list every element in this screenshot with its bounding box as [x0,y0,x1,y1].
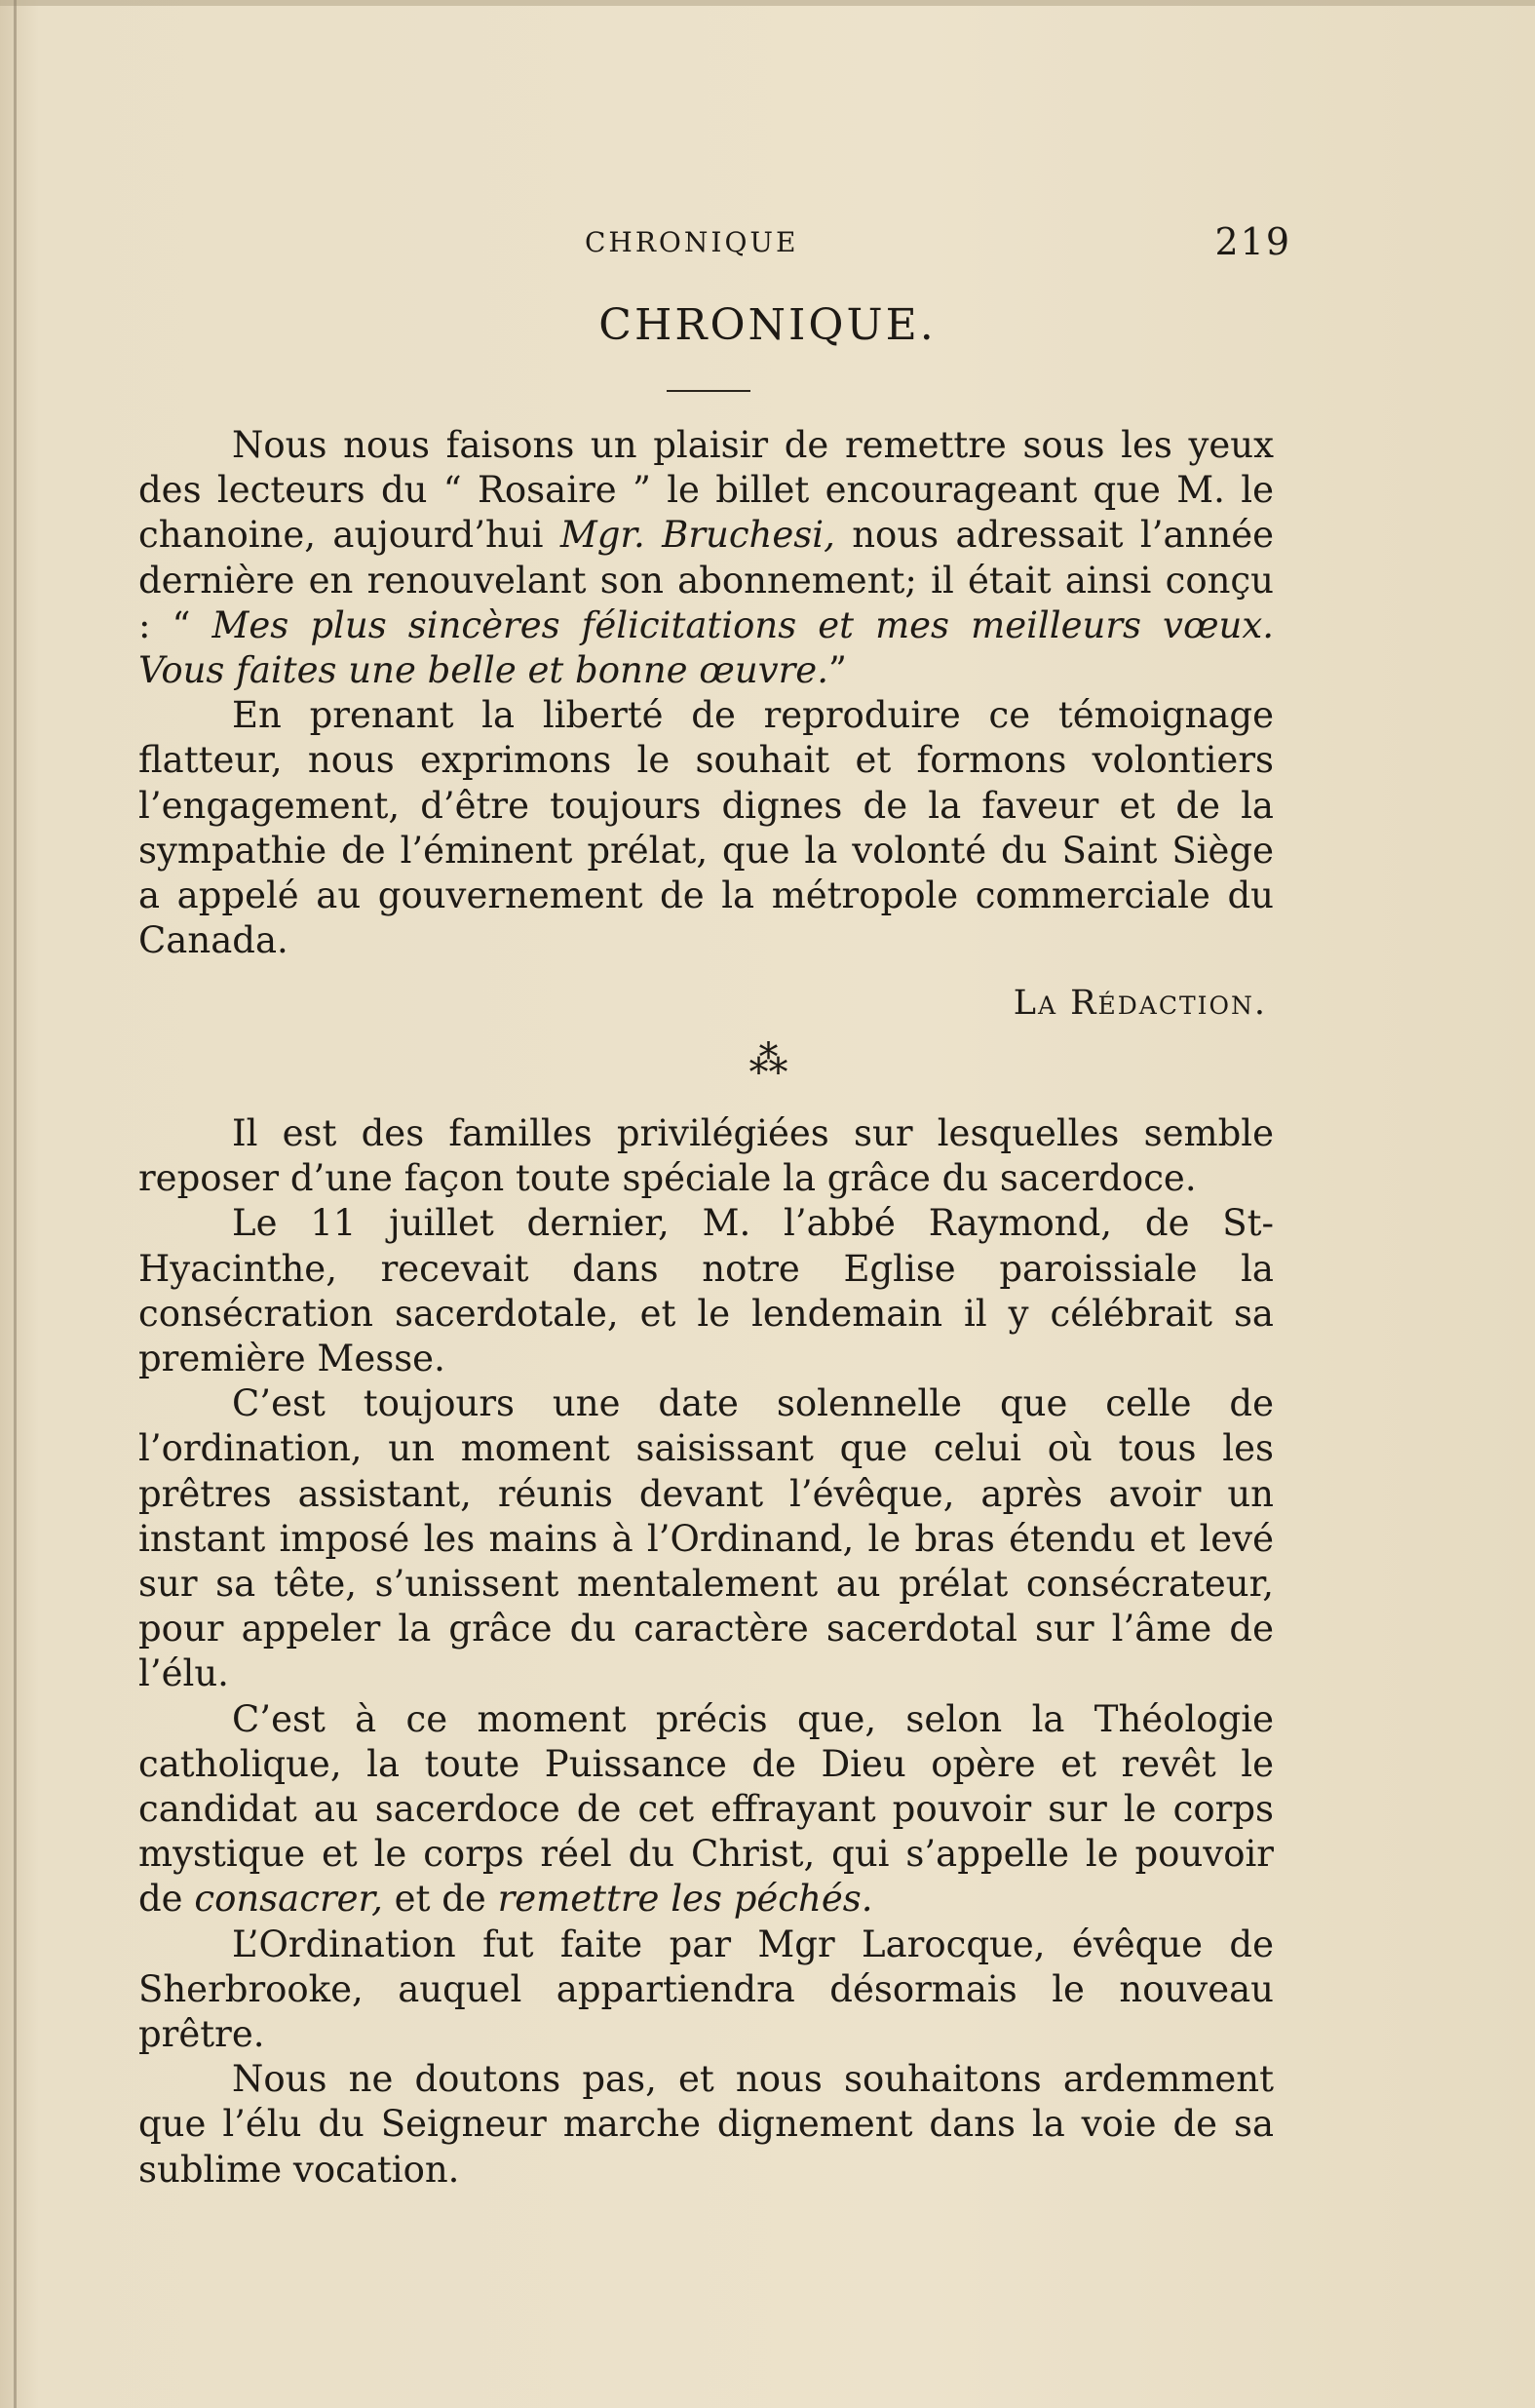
text-run: En prenant la liberté de reproduire ce témoignage flatteur, nous exprimons le souhait et formons volontiers l’engagement, d’être toujours dignes de la faveur et de la sympathie de l’éminent prélat, que la volonté du Saint Siège a appelé au gouvernement de la métropole commerciale du Canada. [138,694,1274,962]
italic-text-run: Mes plus sincères félicitations et mes meilleurs vœux. Vous faites une belle et bonne œuvre. [138,603,1275,692]
text-run: Le 11 juillet dernier, M. l’abbé Raymond, de St-Hyacinthe, recevait dans notre Eglise paroissiale la consécration sacerdotale, et le lendemain il y célébrait sa première Messe. [138,1202,1274,1380]
page-title: CHRONIQUE. [598,300,937,350]
page-binding-edge [14,0,17,2408]
italic-text-run: Mgr. Bruchesi, [559,514,835,557]
text-run: L’Ordination fut faite par Mgr Larocque, évêque de Sherbrooke, auquel appartiendra désormais le nouveau prêtre. [138,1923,1274,2056]
paragraph [138,1201,1274,1381]
text-run: C’est à ce moment précis que, selon la Théologie catholique, la toute Puissance de Dieu opère et revêt le candidat au sacerdoce de cet effrayant pouvoir sur le corps mystique et le corps réel du Christ, qui s’appelle le pouvoir de [138,1697,1274,1921]
running-title: CHRONIQUE [585,226,799,258]
paragraph [138,1111,1274,1201]
text-run: Nous nous faisons un plaisir de remettre sous les yeux des lecteurs du “ Rosaire ” le billet encourageant que M. le chanoine, aujourd’hui [138,424,1274,557]
text-run: ” [827,649,847,692]
paragraph [138,423,1274,693]
paragraph [138,1697,1274,1923]
text-run: Nous ne doutons pas, et nous souhaitons ardemment que l’élu du Seigneur marche dignement dans la voie de sa sublime vocation. [138,2058,1274,2191]
paragraph [138,2057,1274,2193]
section-1-text [138,423,1274,963]
paragraph [138,1381,1274,1696]
italic-text-run: consacrer, [194,1878,383,1921]
italic-text-run: remettre les péchés. [497,1878,873,1921]
paragraph [138,1923,1274,2058]
section-2-text [138,1111,1274,2193]
text-run: Il est des familles privilégiées sur lesquelles semble reposer d’une façon toute spéciale la grâce du sacerdoce. [138,1112,1274,1200]
page-top-edge [0,0,1535,6]
paragraph [138,693,1274,963]
signature: La Rédaction. [1013,984,1267,1023]
title-rule [667,390,750,392]
text-run: et de [382,1878,498,1921]
text-run: C’est toujours une date solennelle que celle de l’ordination, un moment saisissant que celui où tous les prêtres assistant, réunis devant l’évêque, après avoir un instant imposé les mains à l’Ordinand, le bras étendu et levé sur sa tête, s’unissent mentalement au prélat consécrateur, pour appeler la grâce du caractère sacerdotal sur l’âme de l’élu. [138,1382,1274,1695]
asterism-divider: ⁂ [748,1038,787,1083]
running-head [136,220,1291,265]
text-run: nous adressait l’année dernière en renouvelant son abonnement; il était ainsi conçu : “ [138,514,1275,646]
page-number: 219 [1214,220,1291,263]
